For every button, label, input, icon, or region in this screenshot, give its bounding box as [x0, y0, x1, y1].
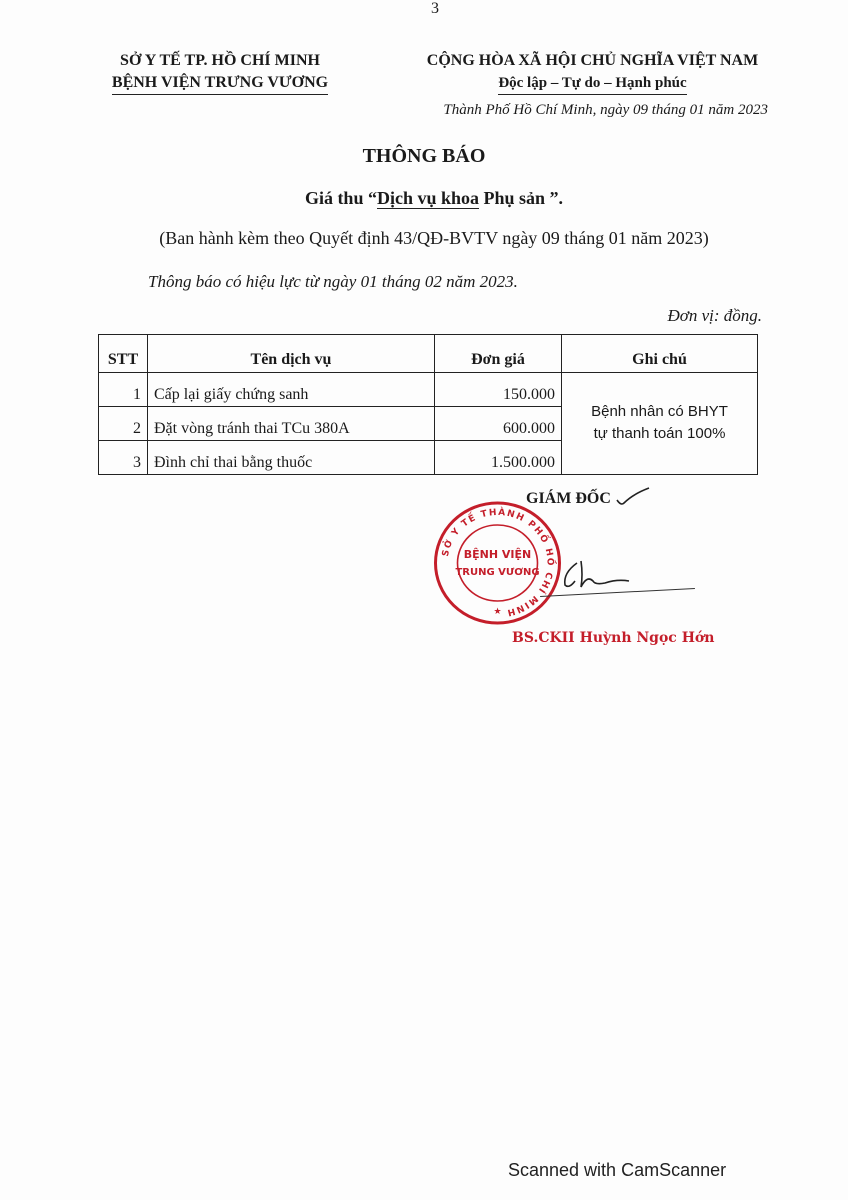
national-motto: Độc lập – Tự do – Hạnh phúc [498, 72, 686, 95]
row-stt: 1 [99, 373, 148, 407]
table-row [99, 373, 758, 407]
header-unit-price: Đơn giá [435, 335, 562, 373]
row-service-name: Đặt vòng tránh thai TCu 380A [148, 407, 435, 441]
table-header-row [99, 335, 758, 373]
seal-center-line-1: BỆNH VIỆN [463, 548, 532, 561]
document-title: THÔNG BÁO [362, 145, 486, 167]
issuer-header [90, 50, 350, 95]
effective-date: Thông báo có hiệu lực từ ngày 01 tháng 02 năm 2023. [148, 272, 518, 291]
row-stt: 3 [99, 441, 148, 475]
price-table [98, 334, 758, 475]
subtitle-suffix: Phụ sản ”. [479, 188, 564, 208]
director-signature [555, 555, 635, 595]
header-note: Ghi chú [562, 335, 758, 373]
subtitle-underlined: Dịch vụ khoa [376, 188, 480, 208]
issuer-hospital: BỆNH VIỆN TRƯNG VƯƠNG [112, 72, 328, 95]
subtitle-prefix: Giá thu “ [304, 188, 377, 208]
seal-star-icon: ★ [493, 606, 502, 616]
place-date: Thành Phố Hồ Chí Minh, ngày 09 tháng 01 năm 2023 [443, 102, 768, 118]
seal-center-line-2: TRUNG VƯƠNG [455, 567, 540, 578]
document-subtitle [0, 188, 848, 209]
scanner-watermark: Scanned with CamScanner [508, 1160, 727, 1180]
row-unit-price: 600.000 [435, 407, 562, 441]
note-line-2: tự thanh toán 100% [593, 424, 726, 442]
decree-reference: (Ban hành kèm theo Quyết định 43/QĐ-BVTV ngày 09 tháng 01 năm 2023) [159, 228, 709, 248]
row-unit-price: 150.000 [435, 373, 562, 407]
row-unit-price: 1.500.000 [435, 441, 562, 475]
row-service-name: Cấp lại giấy chứng sanh [148, 373, 435, 407]
issuer-department: SỞ Y TẾ TP. HỒ CHÍ MINH [120, 52, 320, 69]
national-header [405, 50, 780, 95]
page-number: 3 [431, 0, 439, 17]
header-stt: STT [99, 335, 148, 373]
row-stt: 2 [99, 407, 148, 441]
official-seal [430, 498, 565, 628]
director-title: GIÁM ĐỐC [526, 490, 611, 507]
signer-name: BS.CKII Huỳnh Ngọc Hớn [512, 630, 715, 646]
note-line-1: Bệnh nhân có BHYT [591, 402, 728, 420]
header-service-name: Tên dịch vụ [148, 335, 435, 373]
seal-ring-text: SỞ Y TẾ THÀNH PHỐ HỒ CHÍ MINH [440, 507, 555, 618]
row-service-name: Đình chỉ thai bằng thuốc [148, 441, 435, 475]
national-name: CỘNG HÒA XÃ HỘI CHỦ NGHĨA VIỆT NAM [426, 52, 759, 69]
check-mark-icon [615, 486, 651, 508]
currency-unit: Đơn vị: đồng. [667, 306, 762, 325]
row-note [562, 373, 758, 475]
